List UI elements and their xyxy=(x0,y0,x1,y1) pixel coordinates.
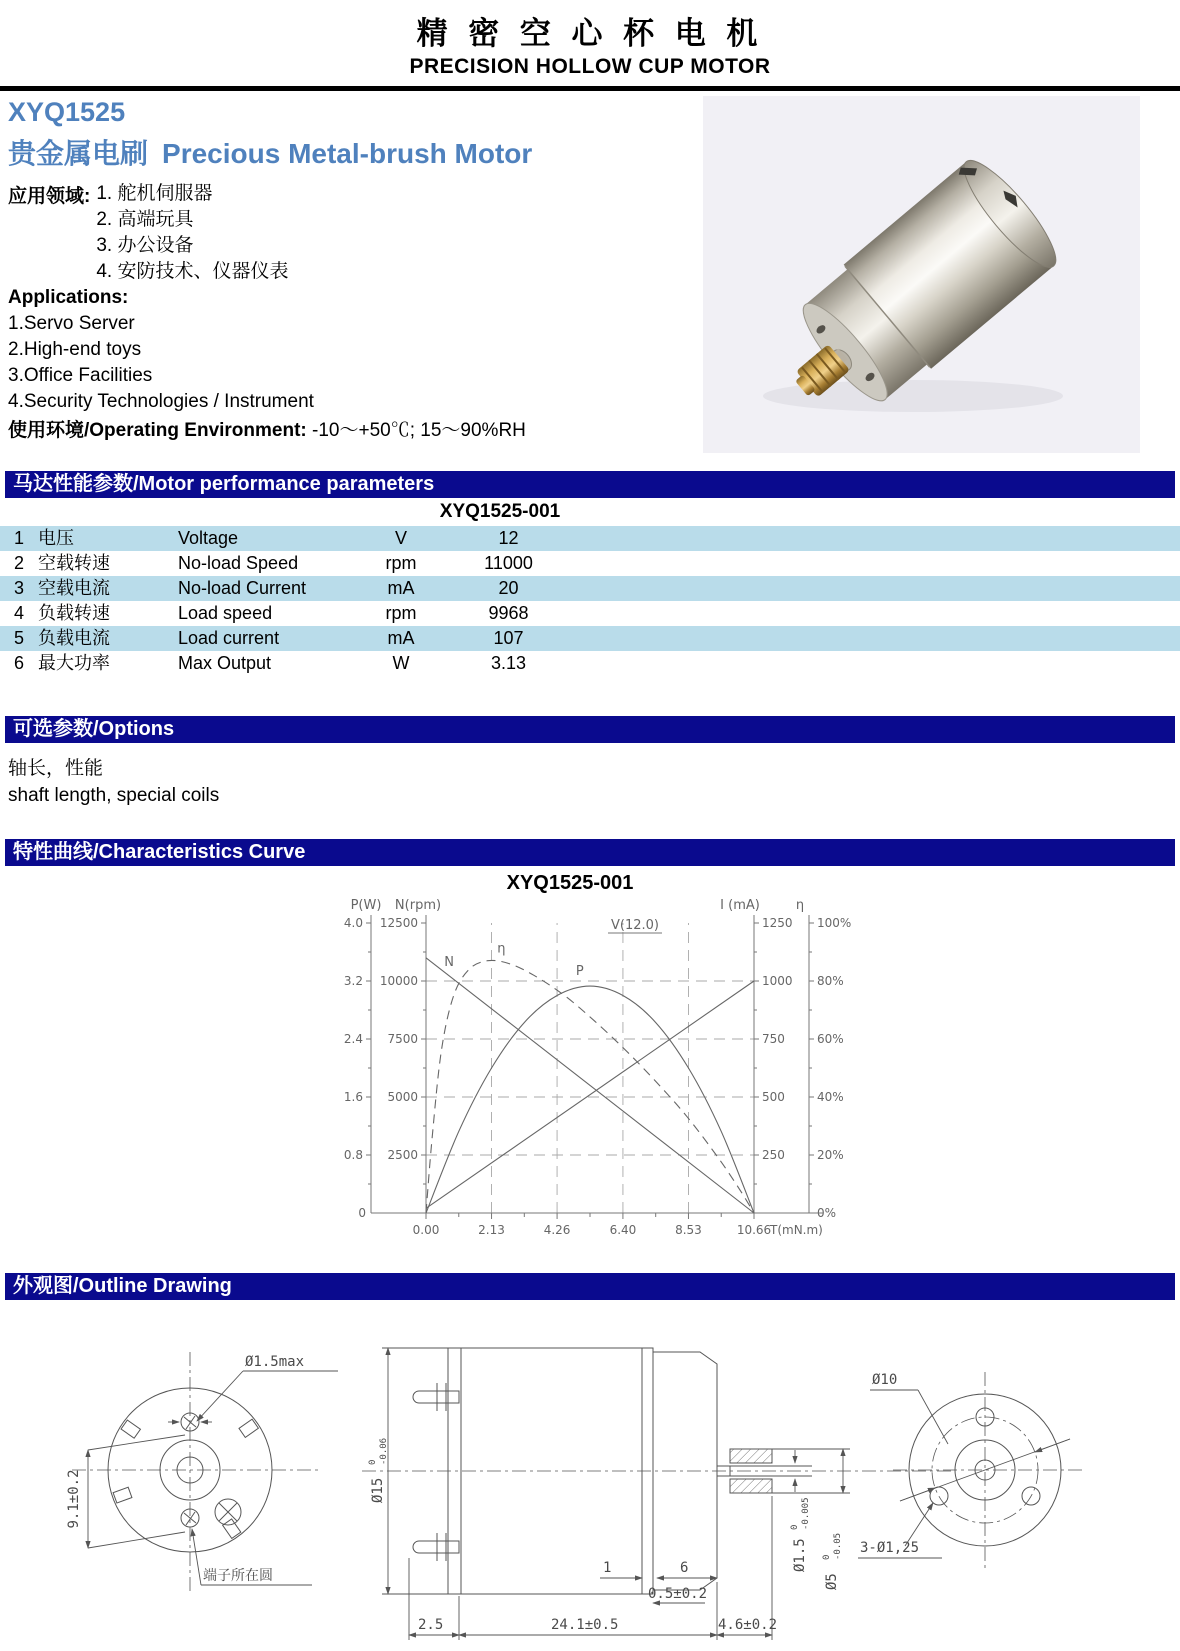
page-title-cn: 精 密 空 心 杯 电 机 xyxy=(416,16,764,51)
list-item: 3. 办公设备 xyxy=(96,235,194,256)
tick-label: 12500 xyxy=(379,916,418,930)
param-value: 12 xyxy=(498,528,519,548)
dim-gap: 0.5±0.2 xyxy=(648,1586,708,1602)
param-unit: W xyxy=(392,653,410,673)
applications-cn-list xyxy=(96,181,288,285)
section-title: 外观图/Outline Drawing xyxy=(13,1275,232,1297)
row-number: 6 xyxy=(13,653,24,673)
table-row xyxy=(0,626,1180,651)
list-item: 4. 安防技术、仪器仪表 xyxy=(96,261,289,282)
tick-label: 100% xyxy=(817,916,852,930)
axis-label: I (mA) xyxy=(720,898,760,913)
param-value: 107 xyxy=(493,628,524,648)
datasheet-page xyxy=(0,8,1180,1651)
tick-label: 10000 xyxy=(379,974,418,988)
param-value: 3.13 xyxy=(490,653,527,673)
list-item: 2.High-end toys xyxy=(8,339,142,360)
tick-label: 7500 xyxy=(387,1032,418,1046)
param-unit: mA xyxy=(387,628,415,648)
row-number: 1 xyxy=(13,528,24,548)
tick-label: 1250 xyxy=(762,916,793,930)
svg-text:0: 0 xyxy=(368,1459,378,1465)
motor-photo-graphic xyxy=(703,96,1140,453)
dim-body-diameter xyxy=(368,1438,389,1503)
tick-label: 3.2 xyxy=(343,974,363,988)
series-P xyxy=(426,986,754,1213)
param-cn: 电压 xyxy=(38,528,74,548)
series-label: N xyxy=(444,954,454,970)
row-number: 2 xyxy=(13,553,24,573)
section-header-outline xyxy=(5,1273,1175,1300)
param-en: Load speed xyxy=(178,603,273,623)
row-number: 4 xyxy=(13,603,24,623)
tick-label: 2500 xyxy=(387,1148,418,1162)
table-row xyxy=(0,601,1180,626)
dim-bolt-circle: Ø10 xyxy=(872,1372,898,1388)
svg-text:-0.05: -0.05 xyxy=(833,1532,843,1560)
tick-label: 0 xyxy=(358,1206,366,1220)
section-header-curve xyxy=(5,839,1175,866)
front-view-drawing xyxy=(66,1352,338,1592)
param-en: Load current xyxy=(178,628,280,648)
dim-shaft-length: 4.6±0.2 xyxy=(718,1617,778,1633)
list-item: 3.Office Facilities xyxy=(8,365,153,386)
characteristics-chart xyxy=(330,895,870,1251)
param-value: 9968 xyxy=(488,603,529,623)
list-item: 1.Servo Server xyxy=(8,313,135,334)
list-item: 1. 舵机伺服器 xyxy=(96,183,213,204)
options-line-cn: 轴长，性能 xyxy=(8,758,104,779)
table-row xyxy=(0,551,1180,576)
param-en: No-load Current xyxy=(178,578,307,598)
section-header-performance xyxy=(5,471,1175,498)
param-value: 20 xyxy=(498,578,519,598)
outline-drawing xyxy=(0,1300,1180,1650)
table-row xyxy=(0,651,1180,676)
param-cn: 负载转速 xyxy=(38,603,110,623)
table-row xyxy=(0,576,1180,601)
param-cn: 空载转速 xyxy=(38,553,110,573)
param-en: Max Output xyxy=(178,653,272,673)
product-intro xyxy=(0,91,1180,463)
tick-label: 750 xyxy=(762,1032,785,1046)
param-en: Voltage xyxy=(178,528,239,548)
tick-label: 10.66 xyxy=(736,1223,772,1237)
tick-label: 80% xyxy=(817,974,844,988)
environment-value: -10～+50℃; 15～90%RH xyxy=(306,420,526,441)
dim-6: 6 xyxy=(680,1560,689,1576)
series-label: P xyxy=(575,963,584,979)
applications-cn-label: 应用领域: xyxy=(8,186,91,207)
section-header-options xyxy=(5,716,1175,743)
subtitle-cn: 贵金属电刷 xyxy=(8,138,149,169)
axis-label: η xyxy=(795,898,805,913)
dim-gear-diameter xyxy=(822,1533,843,1590)
param-en: No-load Speed xyxy=(178,553,299,573)
list-item: 4.Security Technologies / Instrument xyxy=(8,391,314,412)
voltage-annotation: V(12.0) xyxy=(611,918,659,933)
tick-label: 60% xyxy=(817,1032,844,1046)
series-label: η xyxy=(497,941,506,957)
dim-pin-length: 2.5 xyxy=(418,1617,444,1633)
dim-shaft-diameter xyxy=(790,1497,811,1572)
tick-label: 0% xyxy=(817,1206,837,1220)
dim-1: 1 xyxy=(603,1560,612,1576)
tick-label: 0.00 xyxy=(412,1223,440,1237)
section-title: 可选参数/Options xyxy=(13,718,175,740)
chart-title: XYQ1525-001 xyxy=(506,872,634,894)
section-title: 马达性能参数/Motor performance parameters xyxy=(13,473,435,495)
svg-text:Ø5: Ø5 xyxy=(824,1573,840,1590)
page-title-en: PRECISION HOLLOW CUP MOTOR xyxy=(409,55,771,78)
tick-label: 2.4 xyxy=(343,1032,363,1046)
dim-mount-holes: 3-Ø1,25 xyxy=(860,1540,920,1556)
tick-label: 0.8 xyxy=(343,1148,363,1162)
svg-text:-0.005: -0.005 xyxy=(801,1497,811,1530)
tick-label: 20% xyxy=(817,1148,844,1162)
dim-terminal-dia: Ø1.5max xyxy=(245,1354,305,1370)
axis-label: P(W) xyxy=(350,898,382,913)
applications-en-label: Applications: xyxy=(8,287,129,308)
tick-label: 40% xyxy=(817,1090,844,1104)
tick-label: 4.26 xyxy=(543,1223,571,1237)
x-axis-unit: T(mN.m) xyxy=(770,1223,823,1237)
param-unit: rpm xyxy=(385,553,417,573)
options-line-en: shaft length, special coils xyxy=(8,785,220,806)
product-photo xyxy=(703,96,1140,453)
row-number: 5 xyxy=(13,628,24,648)
svg-text:0: 0 xyxy=(790,1524,800,1530)
param-cn: 最大功率 xyxy=(38,653,110,673)
model-number: XYQ1525 xyxy=(8,97,126,127)
tick-label: 5000 xyxy=(387,1090,418,1104)
tick-label: 6.40 xyxy=(609,1223,637,1237)
svg-text:-0.06: -0.06 xyxy=(379,1437,389,1465)
param-unit: V xyxy=(394,528,407,548)
section-title: 特性曲线/Characteristics Curve xyxy=(13,841,306,863)
environment-label: 使用环境/Operating Environment: xyxy=(8,420,307,441)
svg-text:0: 0 xyxy=(822,1554,832,1560)
tick-label: 500 xyxy=(762,1090,785,1104)
performance-table xyxy=(0,526,1180,676)
tick-label: 1000 xyxy=(762,974,793,988)
table-row xyxy=(0,526,1180,551)
param-cn: 负载电流 xyxy=(38,628,110,648)
param-unit: rpm xyxy=(385,603,417,623)
param-value: 11000 xyxy=(484,553,533,573)
tick-label: 250 xyxy=(762,1148,785,1162)
axis-label: N(rpm) xyxy=(394,898,442,913)
list-item: 2. 高端玩具 xyxy=(96,209,194,230)
side-view-drawing xyxy=(362,1348,952,1640)
tick-label: 8.53 xyxy=(675,1223,702,1237)
row-number: 3 xyxy=(13,578,24,598)
tick-label: 1.6 xyxy=(343,1090,363,1104)
dim-terminal-pitch: 9.1±0.2 xyxy=(66,1469,82,1529)
dim-body-length: 24.1±0.5 xyxy=(551,1617,619,1633)
tick-label: 4.0 xyxy=(343,916,363,930)
tick-label: 2.13 xyxy=(478,1223,505,1237)
svg-text:Ø15: Ø15 xyxy=(370,1477,386,1503)
param-unit: mA xyxy=(387,578,415,598)
terminal-circle-label: 端子所在圆 xyxy=(203,1568,273,1584)
table-model-header: XYQ1525-001 xyxy=(439,501,561,522)
param-cn: 空载电流 xyxy=(38,578,110,598)
subtitle-en: Precious Metal-brush Motor xyxy=(162,138,533,169)
svg-text:Ø1.5: Ø1.5 xyxy=(792,1538,808,1572)
